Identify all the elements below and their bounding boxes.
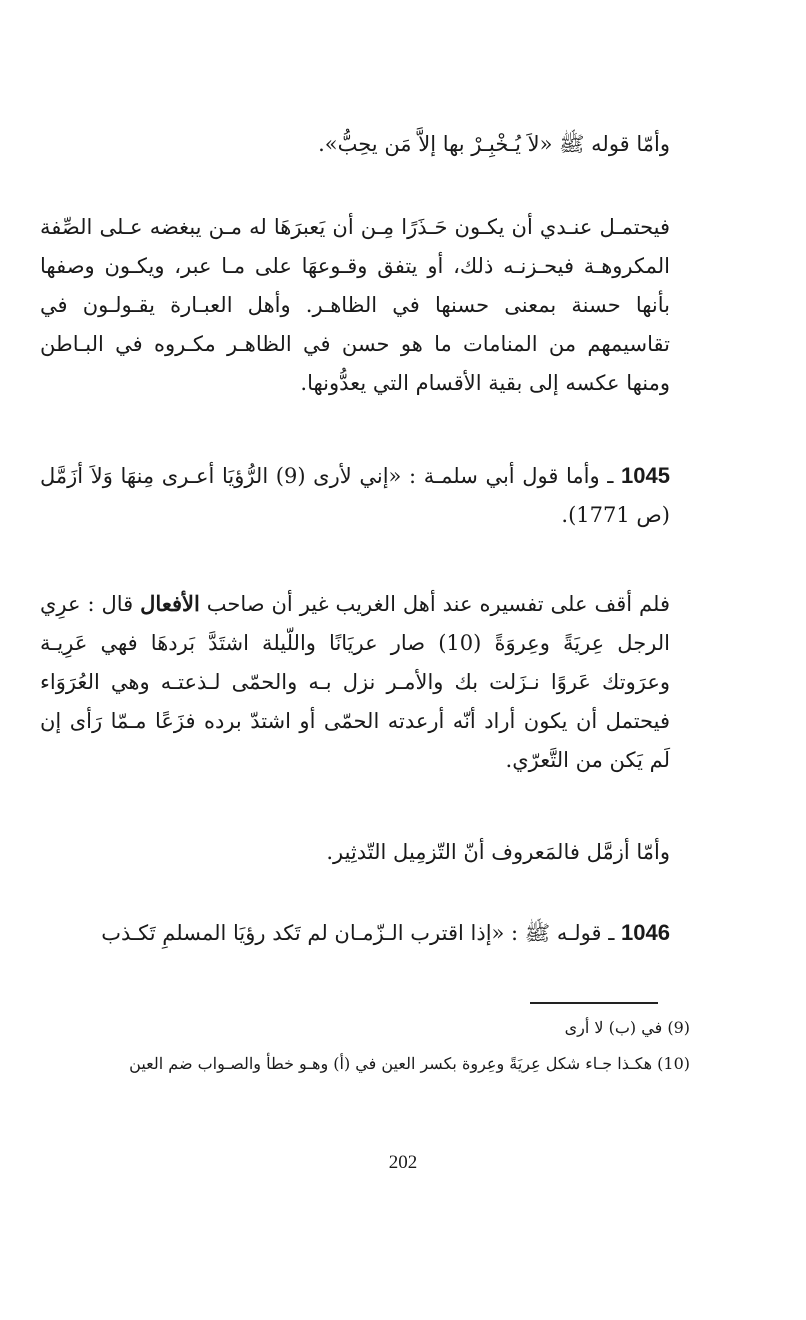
- book-title: الأفعال: [140, 591, 200, 616]
- paragraph-1045: [40, 456, 670, 535]
- footnote-text: (9) في (ب) لا أرى: [564, 1018, 690, 1037]
- footnote-10: [40, 1048, 690, 1080]
- paragraph-text: فلم أقف على تفسيره عند أهل الغريب غير أن صاحب: [199, 592, 670, 616]
- paragraph-text: فيحتمـل عنـدي أن يكـون حَـذَرًا مِـن أن يَعبرَهَا له مـن يبغضه عـلى الصِّفة المكروهـة فيحـزنـه ذلك، أو يتفق وقـوعهَا على مـا عبر، ويكـون وصفها بأنها حسنة بمعنى حسنها في الظاهـر. وأهل العبـارة يقـولـون في تقاسيمهم من المنامات ما هو حسن في الظاهـر مكـروه في البـاطن ومنها عكسه إلى بقية الأقسام التي يعدُّونها.: [40, 215, 670, 395]
- paragraph-explanation: [40, 584, 670, 780]
- paragraph-text: قال : عرِي الرجل عِريَةً وعِروَةً (10) صار عريَانًا واللّيلة اشتَدَّ بَردهَا فهي عَرِيـة وعرَوتك عَروًا نـزَلت بك والأمـر نزل بـه والحمّى لـذعتـه وهي العُرَوَاء فيحتمل أن يكون أراد أنّه أرعدته الحمّى أو اشتدّ برده فزَعًا مـمّا رَأى إن لَم يَكن من التَّعرّي.: [40, 592, 670, 772]
- paragraph-text: وأمّا أزمَّل فالمَعروف أنّ التّزمِيل التّدثِير.: [326, 840, 670, 864]
- paragraph-azammal: [40, 833, 670, 872]
- footnote-text: (10) هكـذا جـاء شكل عِريَةً وعِروة بكسر العين في (أ) وهـو خطأ والصـواب ضم العين: [129, 1054, 690, 1073]
- page-number: 202: [388, 1152, 418, 1173]
- footnote-divider: [530, 1002, 658, 1004]
- paragraph-text: وأمّا قوله ﷺ «لاَ يُـخْبِـرْ بها إلاَّ مَن يحِبُّ».: [318, 132, 670, 156]
- paragraph-quote-intro: [40, 125, 670, 164]
- hadith-number: 1046: [621, 920, 670, 945]
- paragraph-text: ـ وأما قول أبي سلمـة : «إني لأرى (9) الرُّؤيَا أعـرى مِنهَا وَلاَ أزَمَّل (ص 1771).: [40, 464, 670, 527]
- paragraph-1046: [40, 913, 670, 953]
- footnote-9: [40, 1012, 690, 1044]
- paragraph-interpretation: [40, 208, 670, 403]
- paragraph-text: ـ قولـه ﷺ : «إذا اقترب الـزّمـان لم تَكد رؤيَا المسلمِ تَكـذب: [101, 921, 622, 945]
- hadith-number: 1045: [621, 463, 670, 488]
